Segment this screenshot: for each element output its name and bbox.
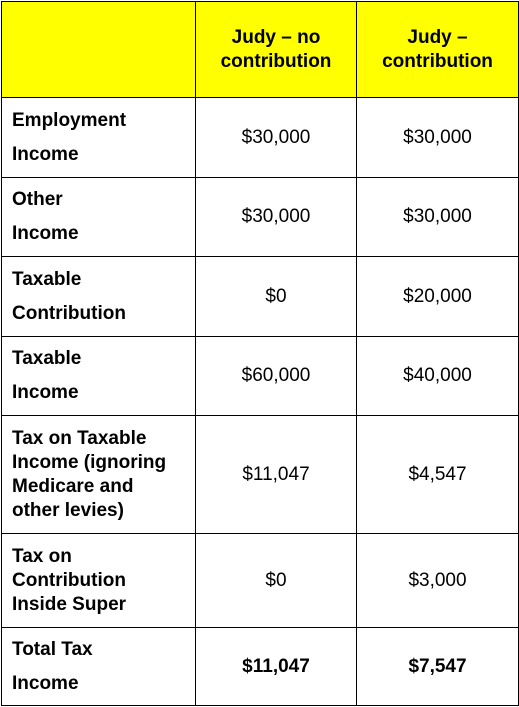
value-contribution: $40,000 — [357, 337, 519, 416]
row-label — [2, 257, 196, 337]
value-no-contribution: $0 — [196, 257, 357, 337]
row-label-line: Medicare and — [12, 475, 134, 497]
value-contribution-total: $7,547 — [357, 628, 519, 706]
row-label-line: Taxable — [12, 348, 82, 369]
row-label-line: Employment — [12, 109, 127, 131]
value-no-contribution: $11,047 — [196, 416, 357, 534]
row-tax-on-taxable-income — [2, 416, 519, 534]
header-contribution-line2: contribution — [382, 50, 493, 72]
row-label — [2, 628, 196, 706]
row-label — [2, 337, 196, 416]
row-label-line: Other — [12, 189, 63, 210]
value-no-contribution-total: $11,047 — [196, 628, 357, 706]
row-label-line: Income — [12, 143, 79, 165]
value-no-contribution: $30,000 — [196, 178, 357, 257]
row-taxable-contribution — [2, 257, 519, 337]
row-label-line: other levies) — [12, 499, 124, 521]
row-label-line: Income — [12, 223, 79, 244]
value-no-contribution: $30,000 — [196, 98, 357, 178]
row-taxable-income — [2, 337, 519, 416]
value-no-contribution: $0 — [196, 534, 357, 628]
header-row — [2, 2, 519, 98]
row-label-line: Income (ignoring — [12, 451, 167, 473]
row-label-line: Tax on — [12, 545, 72, 567]
row-label-line: Total Tax — [12, 638, 93, 660]
row-label — [2, 416, 196, 534]
row-label — [2, 534, 196, 628]
row-label-line: Contribution — [12, 302, 126, 324]
value-contribution: $4,547 — [357, 416, 519, 534]
header-no-contribution-line2: contribution — [220, 50, 332, 72]
value-contribution: $3,000 — [357, 534, 519, 628]
header-no-contribution — [196, 2, 357, 98]
value-contribution: $30,000 — [357, 178, 519, 257]
row-label-line: Taxable — [12, 268, 82, 290]
value-contribution: $20,000 — [357, 257, 519, 337]
row-other-income — [2, 178, 519, 257]
row-total-tax-income — [2, 628, 519, 706]
value-contribution: $30,000 — [357, 98, 519, 178]
row-label — [2, 98, 196, 178]
tax-comparison-table — [1, 1, 519, 706]
row-tax-on-contribution — [2, 534, 519, 628]
row-label-line: Inside Super — [12, 593, 127, 615]
header-empty-cell — [2, 2, 196, 98]
row-label-line: Income — [12, 672, 79, 694]
row-label-line: Contribution — [12, 569, 126, 591]
row-employment-income — [2, 98, 519, 178]
header-contribution — [357, 2, 519, 98]
value-no-contribution: $60,000 — [196, 337, 357, 416]
row-label — [2, 178, 196, 257]
header-no-contribution-line1: Judy – no — [231, 26, 321, 48]
header-contribution-line1: Judy – — [407, 26, 468, 48]
row-label-line: Income — [12, 382, 79, 403]
row-label-line: Tax on Taxable — [12, 427, 147, 449]
